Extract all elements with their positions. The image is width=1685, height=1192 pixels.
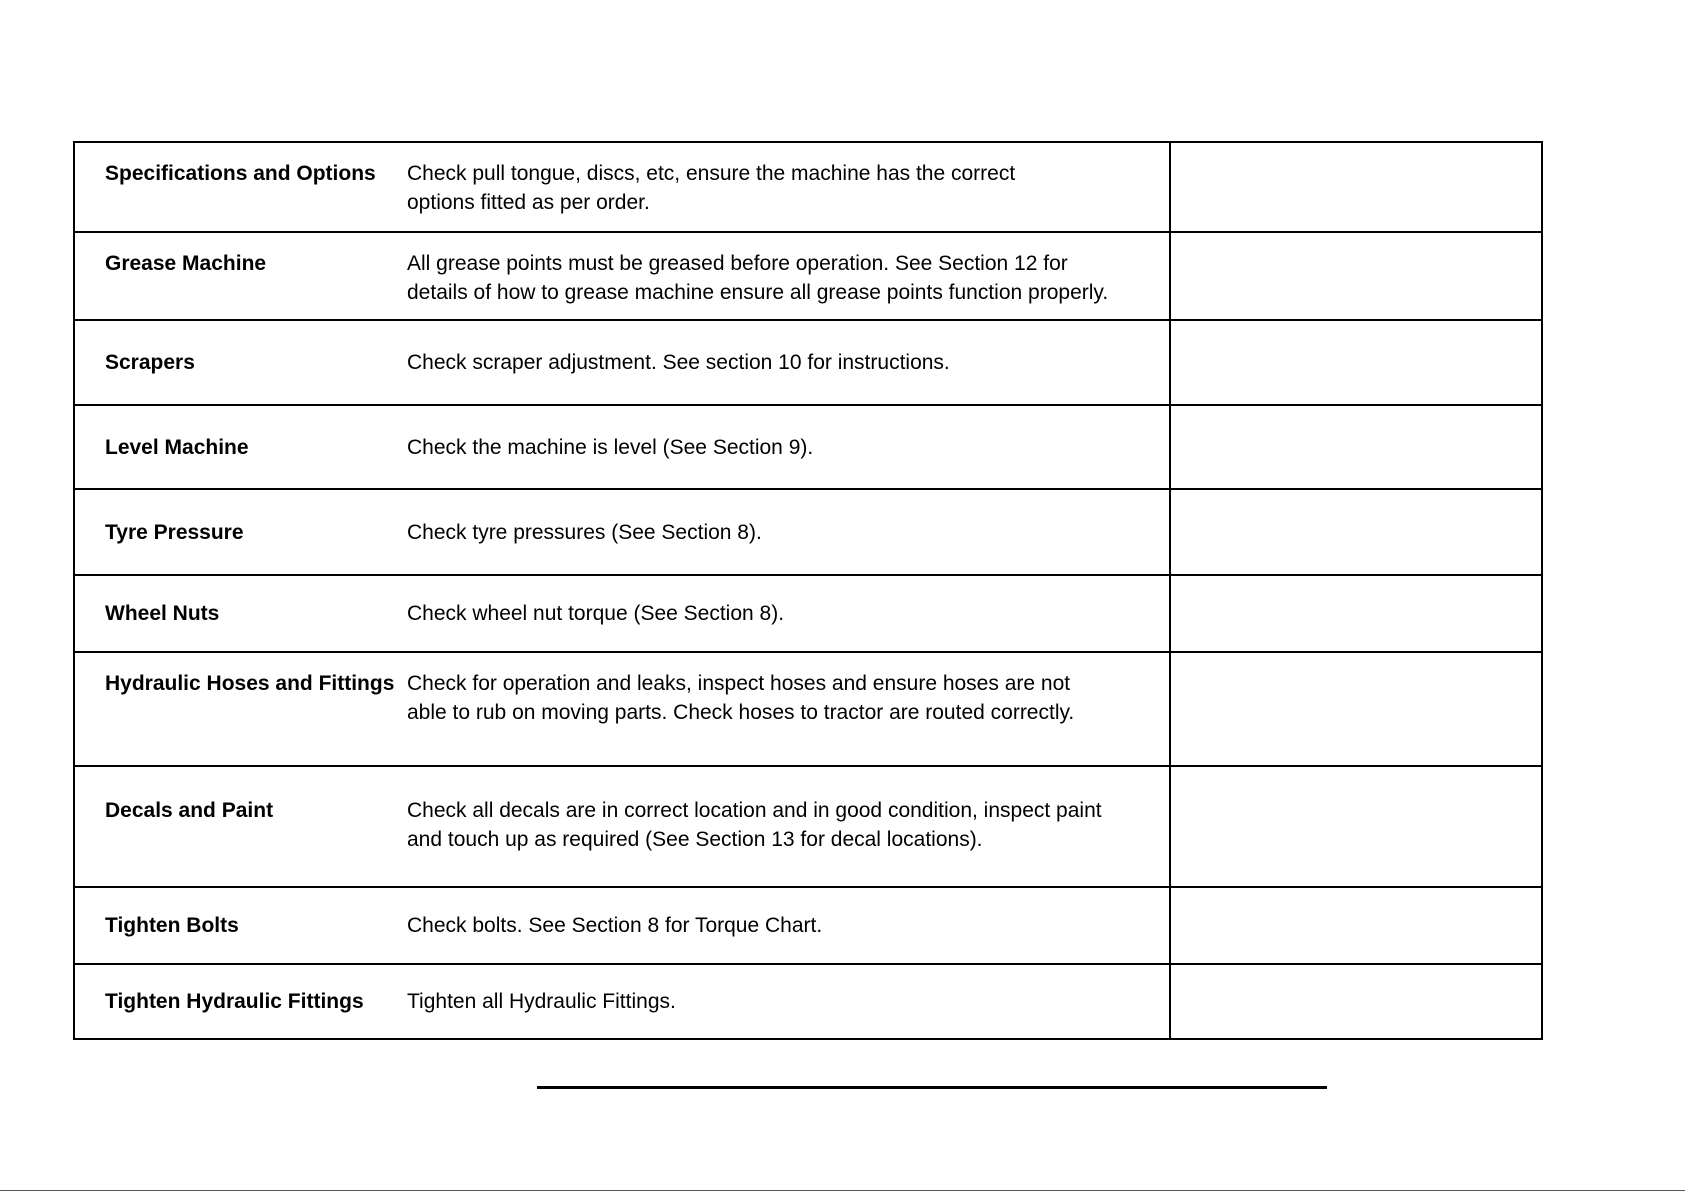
row-item-label: Tyre Pressure	[105, 520, 244, 544]
row-check-box[interactable]	[1169, 888, 1541, 963]
row-description: Check wheel nut torque (See Section 8).	[407, 602, 785, 625]
row-check-box[interactable]	[1169, 767, 1541, 886]
page-bottom-edge	[0, 1190, 1685, 1191]
row-description: Tighten all Hydraulic Fittings.	[407, 990, 676, 1013]
checklist-row-tighten-hydraulic-fittings	[75, 963, 1541, 1038]
row-check-box[interactable]	[1169, 653, 1541, 765]
row-check-box[interactable]	[1169, 233, 1541, 319]
checklist-row-specifications	[75, 143, 1541, 231]
row-check-box[interactable]	[1169, 321, 1541, 404]
row-item-label: Decals and Paint	[105, 799, 274, 822]
row-item-label: Grease Machine	[105, 252, 267, 275]
row-check-box[interactable]	[1169, 576, 1541, 651]
checklist-row-scrapers	[75, 319, 1541, 404]
row-description: Check scraper adjustment. See section 10 for instructions.	[407, 351, 950, 374]
row-item-label: Scrapers	[105, 351, 195, 374]
row-check-box[interactable]	[1169, 143, 1541, 231]
checklist-row-tyre-pressure	[75, 488, 1541, 574]
row-item-label: Tighten Hydraulic Fittings	[105, 990, 364, 1013]
checklist-row-level-machine	[75, 404, 1541, 488]
pre-delivery-checklist-table	[73, 141, 1543, 1040]
row-description: Check for operation and leaks, inspect hoses and ensure hoses are not able to rub on moving parts. Check hoses to tractor are routed correctly.	[407, 672, 1075, 724]
row-item-label: Specifications and Options	[105, 162, 376, 185]
checklist-row-grease-machine	[75, 231, 1541, 319]
row-check-box[interactable]	[1169, 490, 1541, 574]
row-description: Check pull tongue, discs, etc, ensure the machine has the correct options fitted as per order.	[407, 162, 1016, 214]
row-item-label: Wheel Nuts	[105, 602, 220, 625]
checklist-row-decals-paint	[75, 765, 1541, 886]
row-check-box[interactable]	[1169, 965, 1541, 1038]
row-item-label: Level Machine	[105, 435, 249, 459]
checklist-row-wheel-nuts	[75, 574, 1541, 651]
row-description: Check all decals are in correct location and in good condition, inspect paint and touch up as required (See Section 13 for decal locations).	[407, 799, 1102, 851]
row-check-box[interactable]	[1169, 406, 1541, 488]
checklist-row-tighten-bolts	[75, 886, 1541, 963]
row-description: All grease points must be greased before operation. See Section 12 for details of how to grease machine ensure all grease points function properly.	[407, 252, 1109, 304]
row-description: Check tyre pressures (See Section 8).	[407, 520, 762, 544]
row-item-label: Hydraulic Hoses and Fittings	[105, 672, 395, 695]
row-item-label: Tighten Bolts	[105, 914, 239, 937]
checklist-row-hydraulic-hoses	[75, 651, 1541, 765]
row-description: Check the machine is level (See Section 9).	[407, 435, 814, 459]
row-description: Check bolts. See Section 8 for Torque Chart.	[407, 914, 823, 937]
signature-line	[537, 1086, 1327, 1089]
